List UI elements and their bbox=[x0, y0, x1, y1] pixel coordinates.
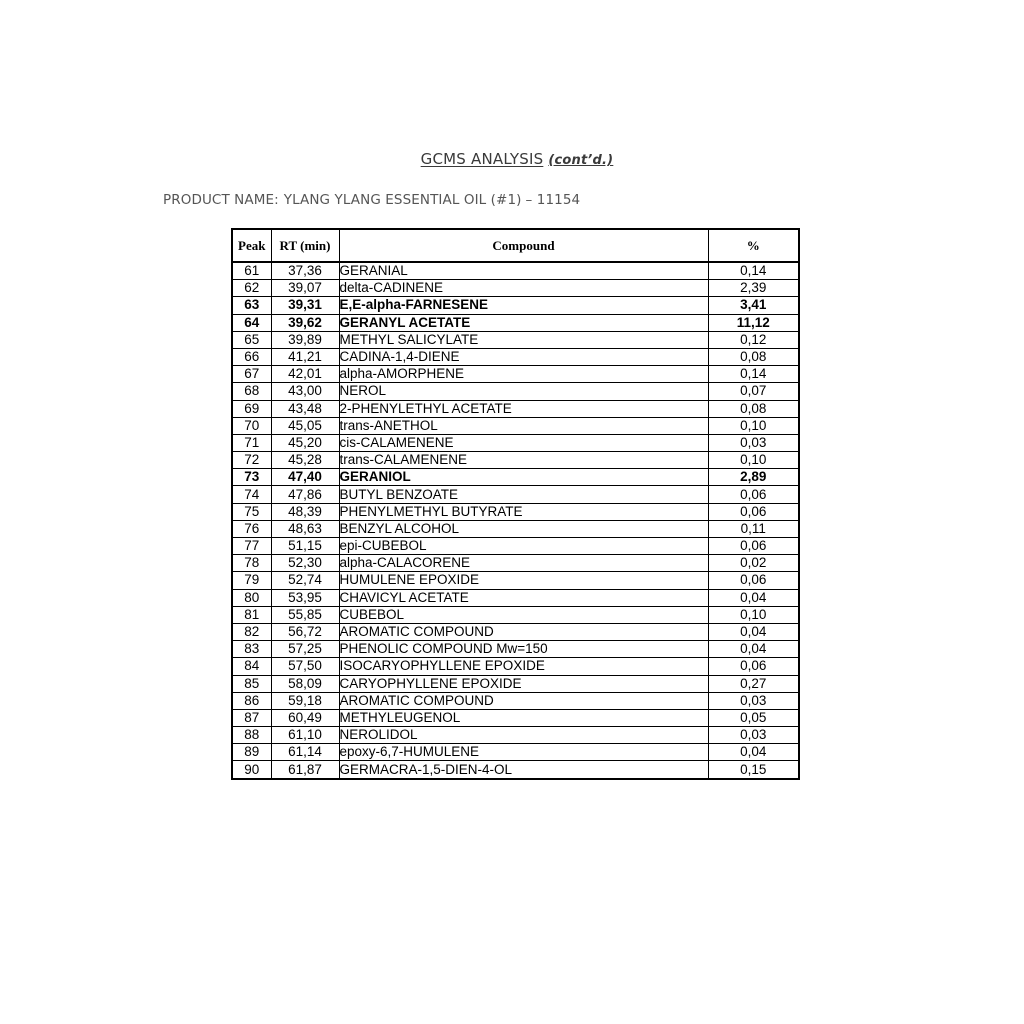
cell-compound: PHENYLMETHYL BUTYRATE bbox=[339, 503, 708, 520]
header-compound: Compound bbox=[339, 229, 708, 262]
cell-peak: 70 bbox=[232, 417, 271, 434]
title-main: GCMS ANALYSIS bbox=[420, 150, 544, 168]
header-rt: RT (min) bbox=[271, 229, 339, 262]
table-row bbox=[232, 675, 799, 692]
cell-compound: BUTYL BENZOATE bbox=[339, 486, 708, 503]
cell-rt: 60,49 bbox=[271, 709, 339, 726]
cell-percent: 0,02 bbox=[708, 555, 799, 572]
cell-percent: 0,14 bbox=[708, 366, 799, 383]
cell-rt: 52,74 bbox=[271, 572, 339, 589]
cell-peak: 89 bbox=[232, 744, 271, 761]
cell-peak: 84 bbox=[232, 658, 271, 675]
cell-percent: 0,04 bbox=[708, 744, 799, 761]
table-row bbox=[232, 709, 799, 726]
cell-compound: METHYL SALICYLATE bbox=[339, 331, 708, 348]
cell-rt: 56,72 bbox=[271, 623, 339, 640]
cell-peak: 85 bbox=[232, 675, 271, 692]
cell-compound: NEROL bbox=[339, 383, 708, 400]
cell-peak: 69 bbox=[232, 400, 271, 417]
table-row bbox=[232, 486, 799, 503]
table-row bbox=[232, 589, 799, 606]
cell-percent: 0,06 bbox=[708, 486, 799, 503]
cell-compound: AROMATIC COMPOUND bbox=[339, 692, 708, 709]
table-body bbox=[232, 262, 799, 779]
table-row bbox=[232, 452, 799, 469]
cell-rt: 52,30 bbox=[271, 555, 339, 572]
cell-rt: 45,05 bbox=[271, 417, 339, 434]
cell-rt: 37,36 bbox=[271, 262, 339, 280]
cell-peak: 62 bbox=[232, 280, 271, 297]
cell-compound: BENZYL ALCOHOL bbox=[339, 520, 708, 537]
cell-rt: 59,18 bbox=[271, 692, 339, 709]
table-row bbox=[232, 400, 799, 417]
table-row bbox=[232, 297, 799, 314]
product-line bbox=[163, 192, 580, 208]
cell-peak: 76 bbox=[232, 520, 271, 537]
cell-percent: 0,27 bbox=[708, 675, 799, 692]
cell-percent: 0,03 bbox=[708, 727, 799, 744]
table-row bbox=[232, 348, 799, 365]
cell-rt: 39,07 bbox=[271, 280, 339, 297]
cell-percent: 0,04 bbox=[708, 623, 799, 640]
product-code: – 11154 bbox=[525, 192, 581, 208]
cell-rt: 41,21 bbox=[271, 348, 339, 365]
table-row bbox=[232, 658, 799, 675]
cell-compound: epi-CUBEBOL bbox=[339, 538, 708, 555]
cell-peak: 87 bbox=[232, 709, 271, 726]
table-row bbox=[232, 417, 799, 434]
cell-compound: alpha-CALACORENE bbox=[339, 555, 708, 572]
cell-percent: 0,14 bbox=[708, 262, 799, 280]
cell-rt: 57,25 bbox=[271, 641, 339, 658]
cell-compound: CADINA-1,4-DIENE bbox=[339, 348, 708, 365]
cell-rt: 43,00 bbox=[271, 383, 339, 400]
cell-rt: 61,10 bbox=[271, 727, 339, 744]
cell-rt: 58,09 bbox=[271, 675, 339, 692]
table-row bbox=[232, 744, 799, 761]
cell-rt: 47,86 bbox=[271, 486, 339, 503]
cell-compound: cis-CALAMENENE bbox=[339, 434, 708, 451]
cell-peak: 77 bbox=[232, 538, 271, 555]
cell-compound: METHYLEUGENOL bbox=[339, 709, 708, 726]
table-row bbox=[232, 366, 799, 383]
cell-percent: 0,08 bbox=[708, 348, 799, 365]
cell-peak: 86 bbox=[232, 692, 271, 709]
cell-compound: epoxy-6,7-HUMULENE bbox=[339, 744, 708, 761]
cell-compound: CUBEBOL bbox=[339, 606, 708, 623]
cell-rt: 51,15 bbox=[271, 538, 339, 555]
table-row bbox=[232, 572, 799, 589]
cell-compound: GERANIOL bbox=[339, 469, 708, 486]
product-name: YLANG YLANG ESSENTIAL OIL (#1) bbox=[283, 192, 522, 208]
cell-rt: 57,50 bbox=[271, 658, 339, 675]
cell-compound: GERMACRA-1,5-DIEN-4-OL bbox=[339, 761, 708, 779]
cell-rt: 61,87 bbox=[271, 761, 339, 779]
cell-rt: 48,63 bbox=[271, 520, 339, 537]
table-row bbox=[232, 383, 799, 400]
cell-peak: 88 bbox=[232, 727, 271, 744]
table-row bbox=[232, 555, 799, 572]
table-header-row bbox=[232, 229, 799, 262]
cell-compound: alpha-AMORPHENE bbox=[339, 366, 708, 383]
cell-percent: 0,03 bbox=[708, 434, 799, 451]
cell-peak: 74 bbox=[232, 486, 271, 503]
title-suffix: (cont’d.) bbox=[548, 153, 614, 168]
cell-rt: 45,28 bbox=[271, 452, 339, 469]
cell-peak: 67 bbox=[232, 366, 271, 383]
cell-peak: 61 bbox=[232, 262, 271, 280]
cell-peak: 64 bbox=[232, 314, 271, 331]
cell-rt: 61,14 bbox=[271, 744, 339, 761]
header-percent: % bbox=[708, 229, 799, 262]
table-row bbox=[232, 503, 799, 520]
cell-peak: 78 bbox=[232, 555, 271, 572]
cell-percent: 0,06 bbox=[708, 572, 799, 589]
cell-peak: 72 bbox=[232, 452, 271, 469]
table-row bbox=[232, 280, 799, 297]
cell-compound: GERANIAL bbox=[339, 262, 708, 280]
table-row bbox=[232, 262, 799, 280]
table-row bbox=[232, 641, 799, 658]
cell-percent: 0,03 bbox=[708, 692, 799, 709]
page-title bbox=[0, 150, 1024, 168]
cell-peak: 75 bbox=[232, 503, 271, 520]
cell-peak: 83 bbox=[232, 641, 271, 658]
cell-peak: 63 bbox=[232, 297, 271, 314]
table-row bbox=[232, 331, 799, 348]
table-row bbox=[232, 434, 799, 451]
cell-percent: 0,07 bbox=[708, 383, 799, 400]
cell-percent: 0,06 bbox=[708, 658, 799, 675]
gcms-table bbox=[231, 228, 800, 780]
cell-compound: trans-ANETHOL bbox=[339, 417, 708, 434]
cell-compound: HUMULENE EPOXIDE bbox=[339, 572, 708, 589]
cell-peak: 66 bbox=[232, 348, 271, 365]
cell-rt: 39,31 bbox=[271, 297, 339, 314]
table-row bbox=[232, 727, 799, 744]
table-row bbox=[232, 761, 799, 779]
cell-percent: 0,06 bbox=[708, 538, 799, 555]
cell-peak: 68 bbox=[232, 383, 271, 400]
cell-compound: delta-CADINENE bbox=[339, 280, 708, 297]
cell-compound: NEROLIDOL bbox=[339, 727, 708, 744]
cell-percent: 0,11 bbox=[708, 520, 799, 537]
cell-percent: 11,12 bbox=[708, 314, 799, 331]
product-label: PRODUCT NAME: bbox=[163, 192, 279, 208]
cell-rt: 47,40 bbox=[271, 469, 339, 486]
cell-rt: 45,20 bbox=[271, 434, 339, 451]
cell-percent: 0,15 bbox=[708, 761, 799, 779]
cell-compound: 2-PHENYLETHYL ACETATE bbox=[339, 400, 708, 417]
cell-compound: GERANYL ACETATE bbox=[339, 314, 708, 331]
cell-rt: 55,85 bbox=[271, 606, 339, 623]
table-row bbox=[232, 606, 799, 623]
cell-compound: trans-CALAMENENE bbox=[339, 452, 708, 469]
cell-rt: 43,48 bbox=[271, 400, 339, 417]
cell-percent: 0,04 bbox=[708, 589, 799, 606]
cell-percent: 3,41 bbox=[708, 297, 799, 314]
cell-percent: 0,10 bbox=[708, 606, 799, 623]
cell-percent: 0,08 bbox=[708, 400, 799, 417]
cell-percent: 2,89 bbox=[708, 469, 799, 486]
cell-compound: CARYOPHYLLENE EPOXIDE bbox=[339, 675, 708, 692]
cell-compound: AROMATIC COMPOUND bbox=[339, 623, 708, 640]
cell-compound: E,E-alpha-FARNESENE bbox=[339, 297, 708, 314]
table-row bbox=[232, 692, 799, 709]
table-row bbox=[232, 520, 799, 537]
cell-rt: 42,01 bbox=[271, 366, 339, 383]
cell-peak: 79 bbox=[232, 572, 271, 589]
cell-rt: 39,62 bbox=[271, 314, 339, 331]
cell-percent: 0,12 bbox=[708, 331, 799, 348]
cell-percent: 2,39 bbox=[708, 280, 799, 297]
cell-peak: 90 bbox=[232, 761, 271, 779]
table-row bbox=[232, 623, 799, 640]
cell-compound: ISOCARYOPHYLLENE EPOXIDE bbox=[339, 658, 708, 675]
cell-rt: 39,89 bbox=[271, 331, 339, 348]
cell-compound: CHAVICYL ACETATE bbox=[339, 589, 708, 606]
cell-percent: 0,06 bbox=[708, 503, 799, 520]
cell-peak: 73 bbox=[232, 469, 271, 486]
cell-peak: 80 bbox=[232, 589, 271, 606]
table-row bbox=[232, 538, 799, 555]
header-peak: Peak bbox=[232, 229, 271, 262]
cell-percent: 0,04 bbox=[708, 641, 799, 658]
table-row bbox=[232, 314, 799, 331]
cell-percent: 0,10 bbox=[708, 452, 799, 469]
cell-rt: 53,95 bbox=[271, 589, 339, 606]
cell-compound: PHENOLIC COMPOUND Mw=150 bbox=[339, 641, 708, 658]
cell-peak: 71 bbox=[232, 434, 271, 451]
cell-peak: 65 bbox=[232, 331, 271, 348]
cell-percent: 0,10 bbox=[708, 417, 799, 434]
cell-peak: 82 bbox=[232, 623, 271, 640]
cell-percent: 0,05 bbox=[708, 709, 799, 726]
cell-peak: 81 bbox=[232, 606, 271, 623]
table-row bbox=[232, 469, 799, 486]
cell-rt: 48,39 bbox=[271, 503, 339, 520]
